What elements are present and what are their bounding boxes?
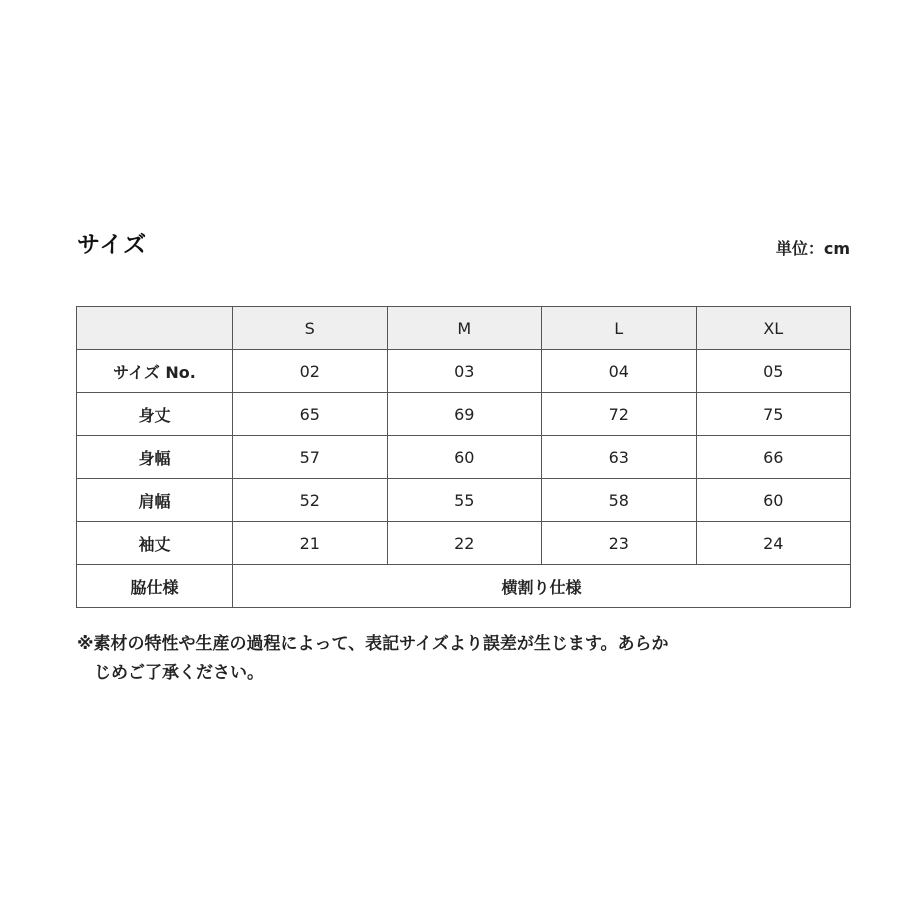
- disclaimer-note: [77, 630, 857, 688]
- row-label: 肩幅: [77, 479, 233, 522]
- header-cell-m: M: [387, 307, 542, 350]
- note-line-2: じめご了承ください。: [94, 663, 264, 683]
- size-table: [76, 306, 851, 608]
- table-row-body-width: [77, 436, 851, 479]
- table-cell: 66: [696, 436, 851, 479]
- table-row-body-length: [77, 393, 851, 436]
- table-cell: 58: [542, 479, 697, 522]
- merged-cell: 横割り仕様: [233, 565, 851, 608]
- table-row-side-spec: [77, 565, 851, 608]
- table-cell: 22: [387, 522, 542, 565]
- header-cell-l: L: [542, 307, 697, 350]
- header-cell-xl: XL: [696, 307, 851, 350]
- table-cell: 65: [233, 393, 388, 436]
- row-label: 身丈: [77, 393, 233, 436]
- table-cell: 04: [542, 350, 697, 393]
- table-cell: 63: [542, 436, 697, 479]
- table-cell: 02: [233, 350, 388, 393]
- table-cell: 72: [542, 393, 697, 436]
- row-label: 脇仕様: [77, 565, 233, 608]
- table-cell: 69: [387, 393, 542, 436]
- table-cell: 23: [542, 522, 697, 565]
- row-label: 袖丈: [77, 522, 233, 565]
- note-line-1: ※素材の特性や生産の過程によって、表記サイズより誤差が生じます。あらか: [77, 634, 669, 654]
- table-header-row: [77, 307, 851, 350]
- table-row-shoulder-width: [77, 479, 851, 522]
- table-cell: 21: [233, 522, 388, 565]
- table-row-sleeve-length: [77, 522, 851, 565]
- table-cell: 03: [387, 350, 542, 393]
- table-cell: 52: [233, 479, 388, 522]
- row-label: 身幅: [77, 436, 233, 479]
- table-cell: 57: [233, 436, 388, 479]
- table-cell: 24: [696, 522, 851, 565]
- page-title: サイズ: [77, 232, 148, 258]
- header-cell-s: S: [233, 307, 388, 350]
- table-cell: 75: [696, 393, 851, 436]
- table-cell: 60: [387, 436, 542, 479]
- header-cell-empty: [77, 307, 233, 350]
- row-label: サイズ No.: [77, 350, 233, 393]
- table-cell: 05: [696, 350, 851, 393]
- table-row-size-no: [77, 350, 851, 393]
- table-cell: 55: [387, 479, 542, 522]
- unit-label: 単位：cm: [775, 239, 850, 258]
- table-cell: 60: [696, 479, 851, 522]
